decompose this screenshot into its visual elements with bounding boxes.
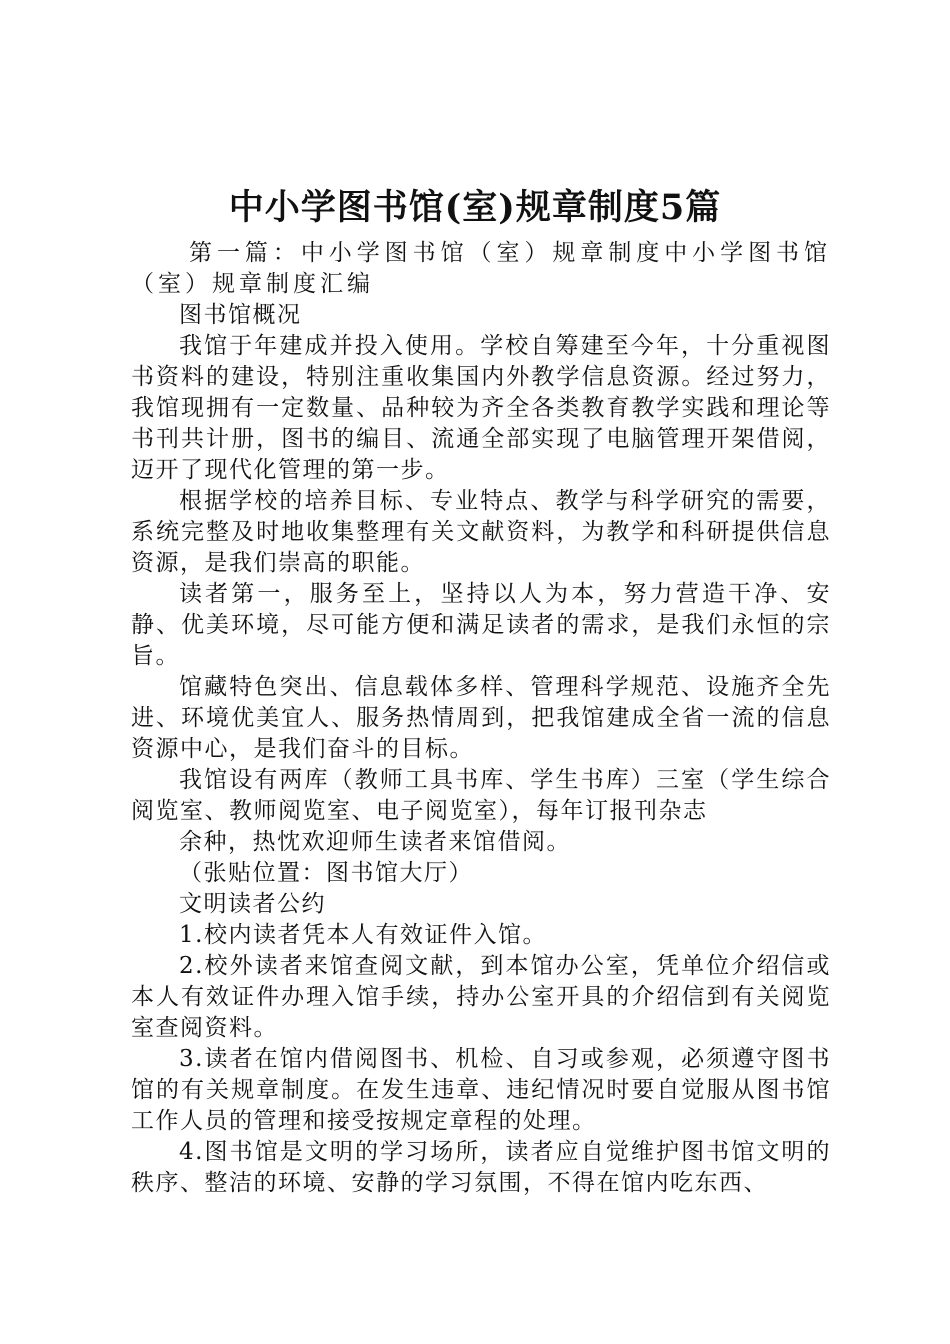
paragraph-section-heading: 文明读者公约: [179, 891, 326, 917]
paragraph-section-heading: 图书馆概况: [179, 302, 302, 328]
rule-item: 4.图书馆是文明的学习场所，读者应自觉维护图书馆文明的秩序、整洁的环境、安静的学习氛围，不得在馆内吃东西、: [131, 1139, 831, 1196]
paragraph: 根据学校的培养目标、专业特点、教学与科学研究的需要，系统完整及时地收集整理有关文献资料，为教学和科研提供信息资源，是我们崇高的职能。: [131, 488, 831, 576]
paragraph-posting-location: （张贴位置：图书馆大厅）: [179, 860, 473, 886]
paragraph: 余种，热忱欢迎师生读者来馆借阅。: [179, 829, 571, 855]
paragraph-chapter-heading: 第一篇：中小学图书馆（室）规章制度中小学图书馆（室）规章制度汇编: [131, 240, 831, 297]
rule-item: 1.校内读者凭本人有效证件入馆。: [179, 922, 547, 948]
paragraph: 读者第一，服务至上，坚持以人为本，努力营造干净、安静、优美环境，尽可能方便和满足读者的需求，是我们永恒的宗旨。: [131, 581, 831, 669]
paragraph: 我馆设有两库（教师工具书库、学生书库）三室（学生综合阅览室、教师阅览室、电子阅览室），每年订报刊杂志: [131, 767, 831, 824]
rule-item: 3.读者在馆内借阅图书、机检、自习或参观，必须遵守图书馆的有关规章制度。在发生违章、违纪情况时要自觉服从图书馆工作人员的管理和接受按规定章程的处理。: [131, 1046, 831, 1134]
rule-item: 2.校外读者来馆查阅文献，到本馆办公室，凭单位介绍信或本人有效证件办理入馆手续，持办公室开具的介绍信到有关阅览室查阅资料。: [131, 953, 831, 1041]
paragraph: 我馆于年建成并投入使用。学校自筹建至今年，十分重视图书资料的建设，特别注重收集国内外教学信息资源。经过努力，我馆现拥有一定数量、品种较为齐全各类教育教学实践和理论等书刊共计册，图书的编目、流通全部实现了电脑管理开架借阅，迈开了现代化管理的第一步。: [131, 333, 831, 483]
document-title: 中小学图书馆(室)规章制度5篇: [228, 187, 722, 228]
paragraph: 馆藏特色突出、信息载体多样、管理科学规范、设施齐全先进、环境优美宜人、服务热情周到，把我馆建成全省一流的信息资源中心，是我们奋斗的目标。: [131, 674, 831, 762]
document-body: [131, 238, 831, 1199]
